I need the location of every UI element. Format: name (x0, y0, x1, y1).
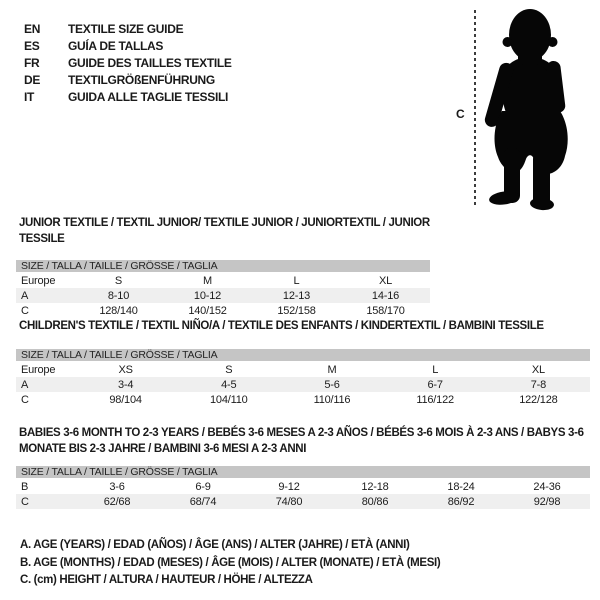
size-value: 116/122 (416, 393, 454, 406)
height-measure-label: C (456, 107, 465, 121)
language-title-list (24, 21, 232, 106)
size-value: 7-8 (530, 378, 547, 391)
footnote-legend (20, 537, 440, 590)
size-value: 68/74 (189, 495, 217, 508)
language-code: FR (24, 56, 40, 70)
size-value: 104/110 (210, 393, 248, 406)
section-children-textile (16, 318, 590, 407)
row-label: C (21, 393, 29, 406)
children-size-table (16, 349, 590, 407)
footnote-b: B. AGE (MONTHS) / EDAD (MESES) / ÂGE (MOIS) / ALTER (MONATE) / ETÀ (MESI) (20, 556, 441, 569)
language-row-en (24, 21, 232, 38)
table-row (16, 392, 590, 407)
size-value: XL (378, 275, 393, 287)
footnote-c: C. (cm) HEIGHT / ALTURA / HAUTEUR / HÖHE / ALTEZZA (20, 574, 313, 586)
size-value: XS (118, 364, 133, 376)
size-value: 92/98 (533, 495, 561, 508)
table-row (16, 273, 430, 288)
table-row (16, 494, 590, 509)
table-row (16, 288, 430, 303)
language-code: IT (24, 90, 35, 104)
size-header-bar: SIZE / TALLA / TAILLE / GRÖSSE / TAGLIA (16, 466, 590, 479)
junior-size-table (16, 260, 430, 318)
size-value: 152/158 (277, 304, 316, 317)
size-value: 122/128 (519, 393, 558, 406)
row-label: Europe (21, 275, 56, 287)
size-value: 128/140 (99, 304, 138, 317)
row-label: C (21, 495, 29, 508)
language-code: ES (24, 39, 40, 53)
row-label: C (21, 304, 29, 317)
size-value: 12-13 (282, 289, 311, 302)
babies-size-table (16, 466, 590, 509)
language-title: TEXTILE SIZE GUIDE (68, 22, 184, 36)
size-value: 86/92 (447, 495, 475, 508)
size-value: 6-7 (427, 378, 443, 391)
language-row-it (24, 89, 232, 106)
size-value: 6-9 (195, 481, 211, 493)
size-value: 158/170 (366, 304, 405, 317)
size-value: 4-5 (221, 378, 237, 391)
row-label: A (21, 378, 29, 391)
section-title: CHILDREN'S TEXTILE / TEXTIL NIÑO/A / TEXTILE DES ENFANTS / KINDERTEXTIL / BAMBINI TESSILE (19, 320, 544, 332)
table-row (16, 362, 590, 377)
size-value: XL (531, 364, 545, 376)
language-code: EN (24, 22, 41, 36)
height-measure-dashed-line (474, 10, 476, 208)
size-value: 12-18 (361, 481, 389, 493)
size-header-bar: SIZE / TALLA / TAILLE / GRÖSSE / TAGLIA (16, 349, 590, 362)
language-title: GUIDE DES TAILLES TEXTILE (68, 56, 232, 70)
section-junior-textile (16, 215, 430, 318)
size-value: 14-16 (371, 289, 400, 302)
size-value: M (327, 364, 337, 376)
language-title: GUIDA ALLE TAGLIE TESSILI (68, 90, 229, 104)
section-title: BABIES 3-6 MONTH TO 2-3 YEARS / BEBÉS 3-6 MESES A 2-3 AÑOS / BÉBÉS 3-6 MOIS À 2-3 ANS / BABYS 3-6 MONATE BIS 2-3 JAHRE / BAMBINI 3-6 MESI A 2-3 ANNI (19, 427, 584, 455)
language-row-fr (24, 55, 232, 72)
size-value: 3-4 (117, 378, 134, 391)
size-value: 98/104 (109, 393, 142, 406)
size-value: 18-24 (447, 481, 475, 493)
language-row-de (24, 72, 232, 89)
size-value: 110/116 (313, 393, 351, 406)
size-value: 9-12 (278, 481, 300, 493)
size-value: L (293, 275, 300, 287)
section-title: JUNIOR TEXTILE / TEXTIL JUNIOR/ TEXTILE JUNIOR / JUNIORTEXTIL / JUNIOR TESSILE (19, 217, 430, 245)
toddler-silhouette-icon (478, 5, 582, 211)
row-label: Europe (21, 364, 56, 376)
size-value: 8-10 (107, 289, 130, 302)
size-value: 5-6 (324, 378, 340, 391)
size-value: 74/80 (275, 495, 303, 508)
language-row-es (24, 38, 232, 55)
row-label: B (21, 481, 29, 493)
table-row (16, 479, 590, 494)
table-row (16, 377, 590, 392)
size-value: 80/86 (361, 495, 389, 508)
toddler-silhouette-shape (483, 9, 568, 211)
size-value: 24-36 (533, 481, 561, 493)
size-value: 10-12 (193, 289, 222, 302)
table-row (16, 303, 430, 318)
size-value: 3-6 (109, 481, 125, 493)
language-title: TEXTILGRÖßENFÜHRUNG (68, 73, 215, 87)
size-header-bar: SIZE / TALLA / TAILLE / GRÖSSE / TAGLIA (16, 260, 430, 273)
row-label: A (21, 289, 29, 302)
size-value: S (114, 275, 123, 287)
language-title: GUÍA DE TALLAS (68, 39, 164, 53)
size-value: S (225, 364, 233, 376)
size-value: M (203, 275, 212, 287)
language-code: DE (24, 73, 41, 87)
size-value: L (432, 364, 439, 376)
footnote-a: A. AGE (YEARS) / EDAD (AÑOS) / ÂGE (ANS) / ALTER (JAHRE) / ETÀ (ANNI) (20, 539, 410, 551)
size-value: 62/68 (103, 495, 131, 508)
size-value: 140/152 (188, 304, 227, 317)
section-babies-textile (16, 425, 590, 509)
